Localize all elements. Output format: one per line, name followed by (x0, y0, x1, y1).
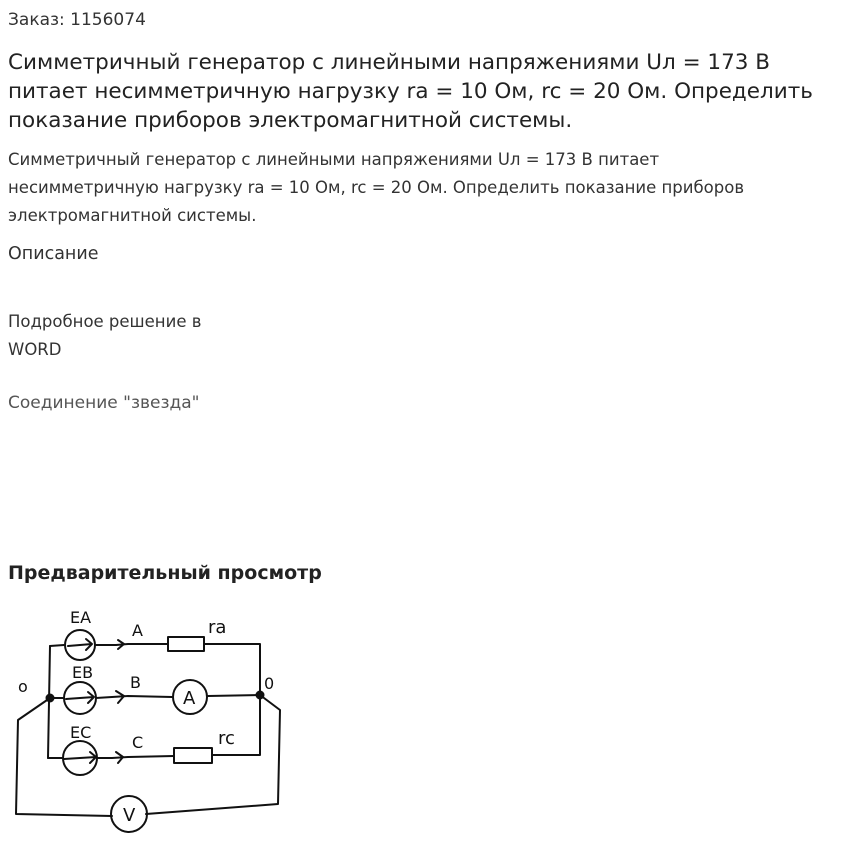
label-ra: ra (208, 617, 227, 638)
description-label: Описание (8, 244, 99, 264)
preview-image (8, 600, 308, 840)
label-voltmeter: V (123, 805, 136, 826)
label-node-left: o (18, 677, 28, 696)
label-ea: EA (70, 608, 92, 627)
label-node-b: B (130, 673, 141, 692)
resistor-ra-icon (168, 637, 204, 651)
connection-type: Соединение "звезда" (8, 393, 200, 413)
junction-left (47, 695, 54, 702)
junction-right (257, 692, 264, 699)
task-description: Симметричный генератор с линейными напряжениями Uл = 173 В питает несимметричную нагрузку ra = 10 Ом, rc = 20 Ом. Определить показание приборов электромагнитной системы. (8, 150, 745, 225)
task-title: Симметричный генератор с линейными напряжениями Uл = 173 В питает несимметричную нагрузку ra = 10 Ом, rc = 20 Ом. Определить показание приборов электромагнитной системы. (8, 50, 813, 133)
label-node-c: C (132, 733, 144, 752)
resistor-rc-icon (174, 748, 212, 763)
label-rc: rc (218, 728, 235, 749)
circuit-diagram (8, 600, 308, 840)
solution-format: Подробное решение в WORD (8, 312, 202, 359)
label-node-right: 0 (264, 674, 275, 693)
order-number: Заказ: 1156074 (8, 10, 146, 30)
label-node-a: A (132, 621, 143, 640)
preview-heading: Предварительный просмотр (8, 562, 322, 584)
label-eb: EB (72, 663, 94, 682)
label-ammeter: A (183, 688, 196, 709)
label-ec: EC (70, 723, 92, 742)
